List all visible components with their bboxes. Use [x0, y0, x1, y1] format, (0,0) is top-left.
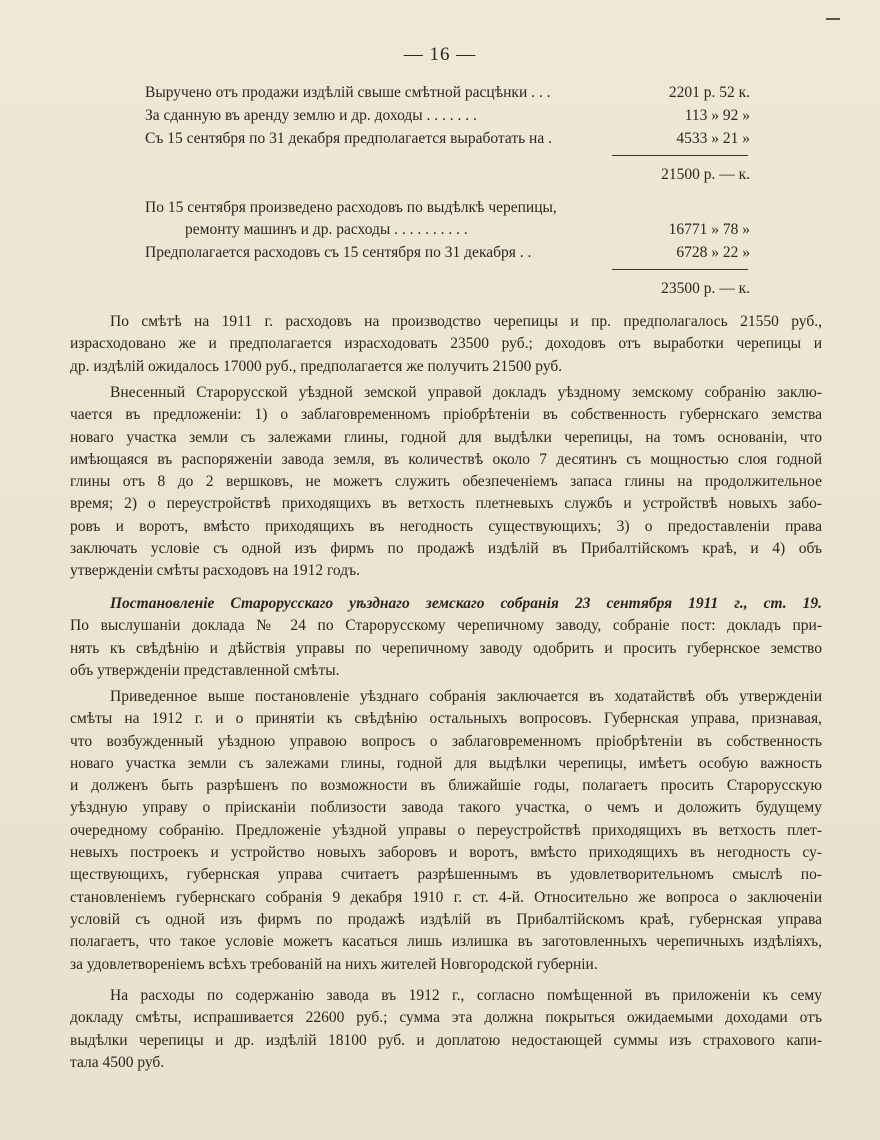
expense-row-label: По 15 сентября произведено расходовъ по выдѣлкѣ черепицы, — [145, 199, 557, 216]
expense-total: 23500 р. — к. — [661, 280, 750, 297]
expense-row-label: ремонту машинъ и др. расходы . . . . . . . . . . — [185, 221, 468, 238]
revenue-row-label: Выручено отъ продажи издѣлій свыше смѣтной расцѣнки . . . — [145, 84, 551, 101]
text-line: время; 2) о переустройствѣ приходящихъ въ ветхость плетневыхъ службъ и устройствѣ новыхъ забо- — [70, 495, 822, 513]
page-number: — 16 — — [403, 44, 477, 65]
text-line: Внесенный Старорусской уѣздной земской управой докладъ уѣздному земскому собранію заклю- — [110, 384, 822, 401]
page-edge-mark — [826, 18, 840, 20]
text-line: очередному собранію. Предложеніе уѣздной управы о переустройствѣ приходящихъ въ ветхость плет- — [70, 821, 822, 839]
text-line: невыхъ построекъ и устройство новыхъ заборовъ и воротъ, вмѣсто приходящихъ въ негодность су- — [70, 844, 822, 862]
revenue-row-label: Съ 15 сентября по 31 декабря предполагается выработать на . — [145, 130, 552, 147]
paragraph-board-report — [70, 382, 822, 583]
text-line: уѣздную управу о прiисканіи поблизости завода такого участка, о чемъ и доложить будущему — [70, 799, 822, 817]
text-line: выдѣлки черепицы и др. издѣлій 18100 руб. и доплатою недостающей суммы изъ страхового капи- — [70, 1031, 822, 1049]
text-line: тала 4500 руб. — [70, 1053, 165, 1071]
revenue-row-amount: 113 » 92 » — [684, 107, 750, 124]
paragraph-expense-request — [70, 985, 822, 1074]
text-line: что возбужденный уѣздною управою вопросъ о заблаговременномъ пріобрѣтеніи въ собственность — [70, 732, 822, 750]
text-line: становленіемъ губернскаго собранія 9 декабря 1910 г. ст. 4-й. Относительно же вопроса о заключеніи — [70, 888, 822, 906]
text-line: условій съ одной изъ фирмъ по продажѣ издѣлій въ Прибалтійскомъ краѣ, губернская управа — [70, 910, 822, 928]
text-line: глины отъ 8 до 2 вершковъ, не можетъ служить обезпеченіемъ запаса глины на продолжительное — [70, 473, 822, 491]
expense-row-amount: 6728 » 22 » — [676, 244, 750, 261]
text-line: имѣющаяся въ распоряженіи завода земля, въ количествѣ около 7 десятинъ съ мощностью слоя годной — [70, 450, 822, 468]
expense-row-label: Предполагается расходовъ съ 15 сентября по 31 декабря . . — [145, 244, 532, 261]
text-line: утвержденіи смѣты расходовъ на 1912 годъ. — [70, 562, 360, 580]
text-line: за удовлетвореніемъ всѣхъ требованій на нихъ жителей Новгородской губерніи. — [70, 955, 598, 973]
revenue-row-label: За сданную въ аренду землю и др. доходы . . . . . . . — [145, 107, 477, 124]
text-line: и долженъ быть разрѣшенъ по возможности въ ближайшіе годы, полагаетъ просить Старорусскую — [70, 777, 822, 795]
paragraph-estimate-summary — [70, 311, 822, 378]
text-line: заключать условіе съ одной изъ фирмъ по продажѣ издѣлій въ Прибалтійскомъ краѣ, и 4) объ — [70, 540, 822, 558]
text-line: ровъ и воротъ, вмѣсто приходящихъ въ негодность существующихъ; 3) о предоставленіи права — [70, 517, 822, 535]
text-line: чается въ предложеніи: 1) о заблаговременномъ пріобрѣтеніи въ собственность губернскаго земства — [70, 406, 822, 424]
expense-sum-rule — [612, 269, 748, 270]
text-line: израсходовано же и предполагается израсходовать 23500 руб.; доходовъ отъ выработки черепицы и — [70, 335, 822, 353]
text-line: объ утвержденіи представленной смѣты. — [70, 661, 340, 679]
text-line: полагаетъ, что такое условіе можетъ касаться лишь излишка въ заготовленныхъ черепичныхъ издѣліяхъ, — [70, 933, 822, 951]
expense-row-amount: 16771 » 78 » — [668, 221, 750, 238]
text-line: новаго участка земли съ залежами глины, годной для выдѣлки черепицы, имѣетъ особую важность — [70, 754, 822, 772]
text-line: Приведенное выше постановленіе уѣзднаго собранія заключается въ ходатайствѣ объ утвержденіи — [110, 688, 822, 705]
text-line: др. издѣлій ожидалось 17000 руб., предполагается же получить 21500 руб. — [70, 357, 563, 375]
text-line: ществующихъ, губернская управа считаетъ разрѣшеннымъ въ удовлетворительномъ смыслѣ по- — [70, 866, 822, 884]
text-line: По выслушаніи доклада № 24 по Старорусскому черепичному заводу, собраніе пост: докладъ при- — [70, 617, 822, 635]
paragraph-assembly-resolution — [70, 593, 822, 682]
revenue-row-amount: 2201 р. 52 к. — [668, 84, 750, 101]
revenue-sum-rule — [612, 155, 748, 156]
text-line: докладу смѣты, испрашивается 22600 руб.; сумма эта должна покрыться ожидаемыми доходами отъ — [70, 1009, 822, 1027]
revenue-row-amount: 4533 » 21 » — [676, 130, 750, 147]
text-line: На расходы по содержанію завода въ 1912 г., согласно помѣщенной въ приложеніи къ сему — [110, 987, 822, 1004]
revenue-total: 21500 р. — к. — [661, 166, 750, 183]
paragraph-provincial-board-opinion — [70, 686, 822, 976]
text-line: смѣты на 1912 г. и о принятіи къ свѣдѣнію остальныхъ вопросовъ. Губернская управа, признавая, — [70, 710, 822, 728]
text-line: По смѣтѣ на 1911 г. расходовъ на производство черепицы и пр. предполагалось 21550 руб., — [110, 313, 822, 330]
text-line: нять къ свѣдѣнію и дѣйствія управы по черепичному заводу одобрить и просить губернское земство — [70, 639, 822, 657]
text-line: новаго участка земли съ залежами глины, годной для выдѣлки черепицы, на томъ основаніи, что — [70, 428, 822, 446]
resolution-heading: Постановленіе Старорусскаго уѣзднаго земскаго собранія 23 сентября 1911 г., ст. 19. — [110, 595, 822, 612]
